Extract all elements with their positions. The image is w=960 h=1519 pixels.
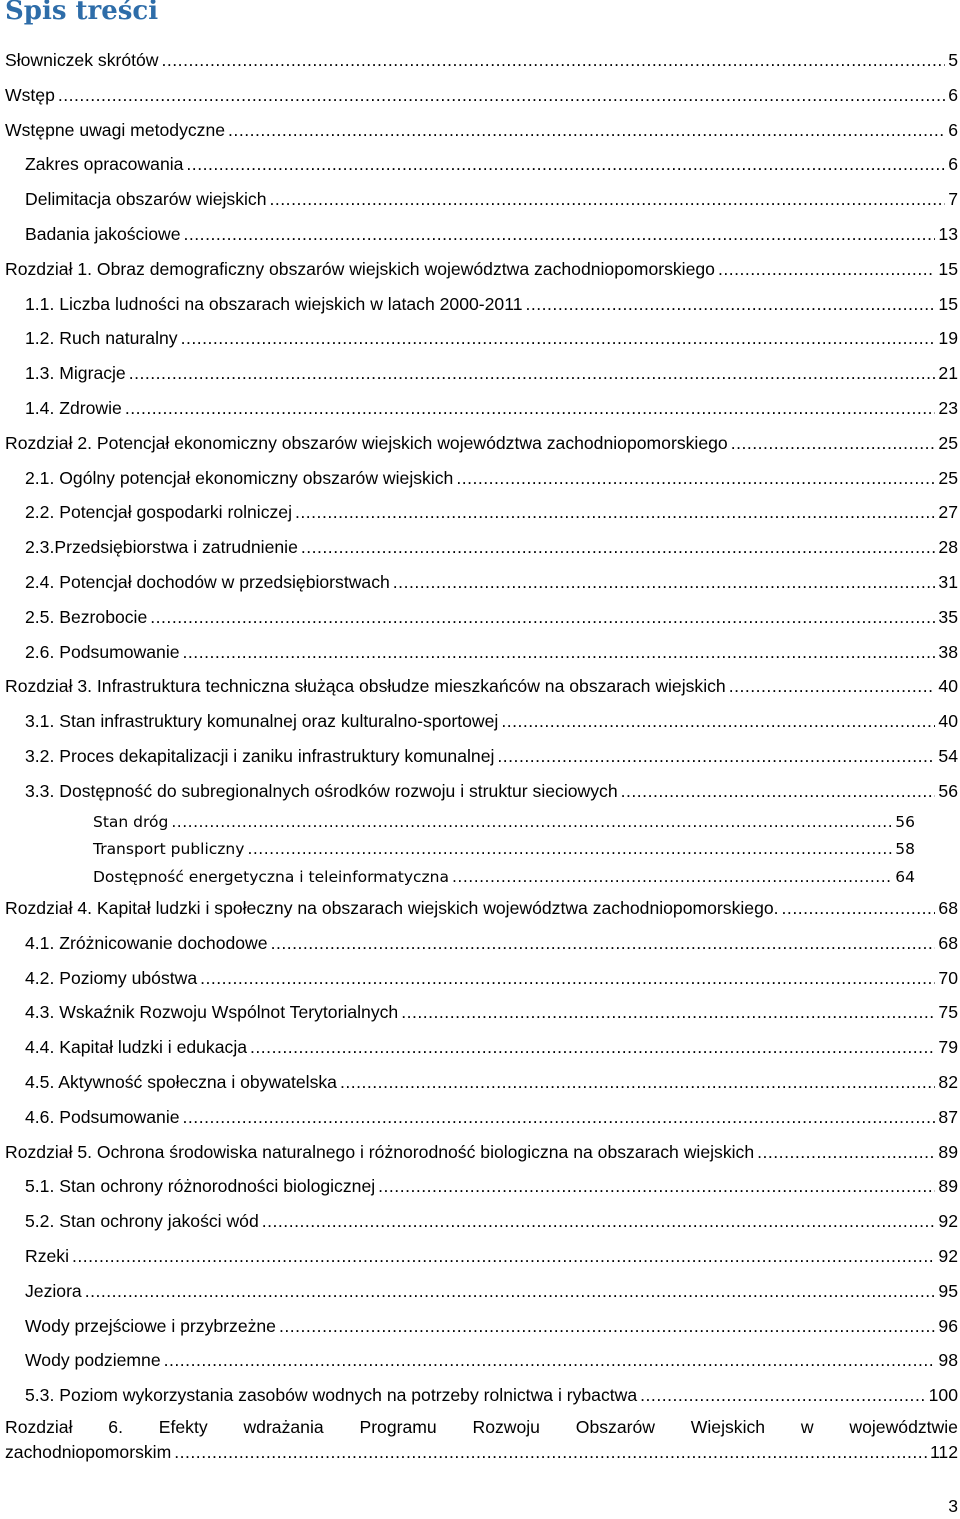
dot-leader — [150, 600, 935, 635]
toc-entry-section[interactable] — [0, 1204, 960, 1239]
toc-entry-line-2 — [5, 1440, 958, 1465]
toc-entry-text: zachodniopomorskim — [5, 1442, 172, 1462]
toc-entry-chapter[interactable] — [0, 113, 960, 148]
dot-leader — [85, 1274, 936, 1309]
toc-entry-text: 4.6. Podsumowanie — [25, 1106, 180, 1127]
dot-leader — [401, 995, 935, 1030]
toc-title: Spis treści — [5, 0, 159, 26]
toc-entry-word: Rozwoju — [472, 1417, 540, 1437]
toc-entry-page: 23 — [938, 397, 958, 418]
toc-entry-text: 1.2. Ruch naturalny — [25, 328, 178, 349]
dot-leader — [174, 1440, 927, 1465]
toc-entry-page: 40 — [938, 676, 958, 697]
toc-entry-page: 100 — [928, 1385, 958, 1406]
dot-leader — [183, 1100, 936, 1135]
toc-entry-page: 40 — [938, 711, 958, 732]
toc-entry-chapter[interactable] — [0, 891, 960, 926]
dot-leader — [162, 43, 946, 78]
toc-entry-word: Efekty — [158, 1417, 208, 1437]
dot-leader — [72, 1239, 935, 1274]
toc-entry-text: Transport publiczny — [93, 840, 245, 859]
toc-entry-page: 15 — [938, 258, 958, 279]
toc-entry-text: Rozdział 4. Kapitał ludzki i społeczny na obszarach wiejskich województwa zachodniopomorskiego. — [5, 898, 779, 919]
dot-leader — [181, 321, 936, 356]
toc-entry-text: 4.5. Aktywność społeczna i obywatelska — [25, 1072, 337, 1093]
toc-entry-section[interactable] — [0, 1065, 960, 1100]
toc-entry-section[interactable] — [0, 461, 960, 496]
toc-entry-page: 89 — [938, 1176, 958, 1197]
toc-entry-section[interactable] — [0, 530, 960, 565]
dot-leader — [621, 774, 936, 809]
dot-leader — [378, 1169, 935, 1204]
toc-entry-section[interactable] — [0, 635, 960, 670]
dot-leader — [301, 530, 936, 565]
dot-leader — [731, 426, 936, 461]
toc-entry-text: 5.1. Stan ochrony różnorodności biologicznej — [25, 1176, 376, 1197]
toc-entry-page: 21 — [938, 363, 958, 384]
dot-leader — [295, 495, 935, 530]
toc-entry-section[interactable] — [0, 995, 960, 1030]
toc-entry-page: 27 — [938, 502, 958, 523]
dot-leader — [271, 926, 936, 961]
toc-entry-text: 2.5. Bezrobocie — [25, 606, 148, 627]
toc-entry-page: 31 — [938, 571, 958, 592]
dot-leader — [501, 704, 935, 739]
toc-entry-page: 56 — [895, 812, 915, 831]
toc-entry-chapter[interactable] — [0, 43, 960, 78]
dot-leader — [279, 1309, 935, 1344]
toc-entry-page: 89 — [938, 1141, 958, 1162]
toc-entry-section[interactable] — [0, 147, 960, 182]
dot-leader — [729, 669, 936, 704]
toc-entry-word: Rozdział — [5, 1417, 73, 1437]
toc-entry-text: Stan dróg — [93, 812, 169, 831]
toc-entry-text: 2.4. Potencjał dochodów w przedsiębiorstwach — [25, 571, 390, 592]
dot-leader — [262, 1204, 936, 1239]
toc-entry-section[interactable] — [0, 704, 960, 739]
toc-entry-text: Delimitacja obszarów wiejskich — [25, 189, 267, 210]
toc-entry-text: 4.1. Zróżnicowanie dochodowe — [25, 932, 268, 953]
toc-entry-page: 58 — [895, 840, 915, 859]
toc-entry-word: województwie — [849, 1417, 958, 1437]
dot-leader — [270, 182, 946, 217]
toc-entry-chapter[interactable] — [0, 669, 960, 704]
toc-entry-text: Rozdział 2. Potencjał ekonomiczny obszarów wiejskich województwa zachodniopomorskiego — [5, 432, 728, 453]
toc-entry-text: Rzeki — [25, 1246, 69, 1266]
toc-entry-page: 15 — [938, 293, 958, 314]
toc-entry-section[interactable] — [0, 1378, 960, 1413]
toc-entry-subsection[interactable] — [0, 836, 960, 864]
dot-leader — [184, 217, 936, 252]
toc-entry-page: 68 — [938, 898, 958, 919]
toc-entry-text: 2.2. Potencjał gospodarki rolniczej — [25, 502, 292, 523]
dot-leader — [456, 461, 935, 496]
toc-entry-page: 79 — [938, 1037, 958, 1058]
toc-entry-text: Wody podziemne — [25, 1350, 161, 1371]
toc-entry-page: 25 — [938, 432, 958, 453]
toc-entry-section[interactable] — [0, 774, 960, 809]
toc-entry-section[interactable] — [0, 1030, 960, 1065]
toc-entry-subsection[interactable] — [0, 809, 960, 837]
toc-entry-section[interactable] — [0, 565, 960, 600]
dot-leader — [250, 1030, 935, 1065]
toc-entry-page: 56 — [938, 780, 958, 801]
toc-entry-page: 98 — [938, 1350, 958, 1371]
toc-entry-section[interactable] — [0, 287, 960, 322]
toc-entry-page: 87 — [938, 1106, 958, 1127]
toc-entry-page: 68 — [938, 932, 958, 953]
toc-entry-chapter[interactable] — [0, 1135, 960, 1170]
dot-leader — [247, 836, 892, 864]
toc-entry-section[interactable] — [0, 1100, 960, 1135]
toc-entry-text: 3.2. Proces dekapitalizacji i zaniku infrastruktury komunalnej — [25, 745, 495, 766]
toc-entry-text: 5.3. Poziom wykorzystania zasobów wodnych na potrzeby rolnictwa i rybactwa — [25, 1385, 638, 1406]
toc-entry-page: 95 — [938, 1280, 958, 1301]
page-number: 3 — [948, 1496, 958, 1516]
toc-entry-section[interactable] — [0, 739, 960, 774]
toc-entry-page: 38 — [938, 641, 958, 662]
dot-leader — [340, 1065, 935, 1100]
toc-entry-page: 13 — [938, 223, 958, 244]
toc-entry-page: 92 — [938, 1211, 958, 1232]
toc-entry-section[interactable] — [0, 926, 960, 961]
toc-entry-word: Programu — [359, 1417, 437, 1437]
toc-entry-section[interactable] — [0, 391, 960, 426]
dot-leader — [497, 739, 935, 774]
toc-entry-text: 4.3. Wskaźnik Rozwoju Wspólnot Terytorialnych — [25, 1002, 399, 1023]
dot-leader — [129, 356, 936, 391]
toc-entry-text: 4.2. Poziomy ubóstwa — [25, 967, 198, 988]
toc-entry-text: 2.1. Ogólny potencjał ekonomiczny obszarów wiejskich — [25, 467, 454, 488]
toc-entry-page: 28 — [938, 537, 958, 558]
toc-entry-word: wdrażania — [243, 1417, 324, 1437]
toc-entry-text: 1.1. Liczba ludności na obszarach wiejskich w latach 2000-2011 — [25, 293, 523, 314]
toc-entry-text: 1.4. Zdrowie — [25, 397, 122, 418]
dot-leader — [186, 147, 945, 182]
dot-leader — [757, 1135, 935, 1170]
toc-entry-page: 5 — [948, 50, 958, 70]
toc-entry-word: Obszarów — [575, 1417, 655, 1437]
toc-entry-word: Wiejskich — [690, 1417, 766, 1437]
toc-entry-page: 70 — [938, 967, 958, 988]
toc-entry-text: 2.3.Przedsiębiorstwa i zatrudnienie — [25, 537, 298, 558]
toc-entry-page: 75 — [938, 1002, 958, 1023]
toc-entry-section[interactable] — [0, 182, 960, 217]
dot-leader — [58, 78, 945, 113]
toc-entry-line-1 — [5, 1415, 958, 1440]
toc-entry-section[interactable] — [0, 217, 960, 252]
dot-leader — [183, 635, 936, 670]
toc-entry-text: 1.3. Migracje — [25, 363, 126, 384]
toc-entry-text: 5.2. Stan ochrony jakości wód — [25, 1211, 259, 1232]
toc-entry-text: Wstęp — [5, 84, 55, 105]
toc-entry-chapter[interactable] — [0, 78, 960, 113]
toc-entry-page: 25 — [938, 467, 958, 488]
toc-entry-text: 4.4. Kapitał ludzki i edukacja — [25, 1037, 248, 1058]
toc-entry-section[interactable] — [0, 1169, 960, 1204]
toc-entry-chapter[interactable] — [0, 426, 960, 461]
toc-entry-text: Badania jakościowe — [25, 223, 181, 244]
toc-entry-text: Rozdział 1. Obraz demograficzny obszarów wiejskich województwa zachodniopomorskiego — [5, 258, 715, 279]
toc-entry-text: Zakres opracowania — [25, 154, 184, 175]
dot-leader — [393, 565, 936, 600]
dot-leader — [164, 1343, 936, 1378]
toc-entry-word: 6. — [108, 1417, 123, 1437]
dot-leader — [171, 809, 892, 837]
toc-entry-text: Jeziora — [25, 1280, 82, 1301]
toc-entry-text: Dostępność energetyczna i teleinformatyczna — [93, 867, 449, 886]
dot-leader — [125, 391, 936, 426]
toc-entry-text: Rozdział 5. Ochrona środowiska naturalnego i różnorodność biologiczna na obszarach wiejskich — [5, 1141, 755, 1162]
dot-leader — [640, 1378, 925, 1413]
dot-leader — [782, 891, 936, 926]
toc-entry-section[interactable] — [0, 495, 960, 530]
toc-entry-section[interactable] — [0, 1239, 960, 1274]
toc-entry-section[interactable] — [0, 1343, 960, 1378]
toc-entry-page: 6 — [948, 84, 958, 105]
toc-entry-page: 92 — [938, 1246, 958, 1266]
toc-entry-page: 82 — [938, 1072, 958, 1093]
toc-entry-section[interactable] — [0, 1309, 960, 1344]
toc-entry-section[interactable] — [0, 1274, 960, 1309]
toc-entry-text: Słowniczek skrótów — [5, 50, 159, 70]
toc-entry-page: 112 — [929, 1442, 958, 1462]
toc-entry-section[interactable] — [0, 321, 960, 356]
toc-entry-chapter-6[interactable] — [0, 1415, 960, 1465]
dot-leader — [228, 113, 945, 148]
table-of-contents — [0, 43, 960, 1413]
toc-entry-section[interactable] — [0, 356, 960, 391]
toc-entry-page: 96 — [938, 1315, 958, 1336]
toc-entry-section[interactable] — [0, 961, 960, 996]
dot-leader — [452, 864, 892, 892]
toc-entry-text: Rozdział 3. Infrastruktura techniczna służąca obsłudze mieszkańców na obszarach wiejskich — [5, 676, 726, 697]
toc-entry-page: 35 — [938, 606, 958, 627]
toc-entry-chapter[interactable] — [0, 252, 960, 287]
toc-entry-word: w — [800, 1417, 814, 1437]
toc-entry-text: Wstępne uwagi metodyczne — [5, 119, 226, 140]
toc-entry-text: 2.6. Podsumowanie — [25, 641, 180, 662]
toc-entry-page: 54 — [938, 745, 958, 766]
dot-leader — [718, 252, 935, 287]
toc-entry-page: 64 — [895, 867, 915, 886]
toc-entry-page: 6 — [948, 119, 958, 140]
toc-entry-text: 3.3. Dostępność do subregionalnych ośrodków rozwoju i struktur sieciowych — [25, 780, 618, 801]
toc-entry-text: 3.1. Stan infrastruktury komunalnej oraz kulturalno-sportowej — [25, 711, 499, 732]
toc-entry-text: Wody przejściowe i przybrzeżne — [25, 1315, 276, 1336]
toc-entry-page: 19 — [938, 328, 958, 349]
toc-entry-subsection[interactable] — [0, 864, 960, 892]
toc-entry-page: 6 — [948, 154, 958, 175]
toc-entry-page: 7 — [948, 189, 958, 210]
dot-leader — [200, 961, 935, 996]
toc-entry-section[interactable] — [0, 600, 960, 635]
dot-leader — [525, 287, 935, 322]
